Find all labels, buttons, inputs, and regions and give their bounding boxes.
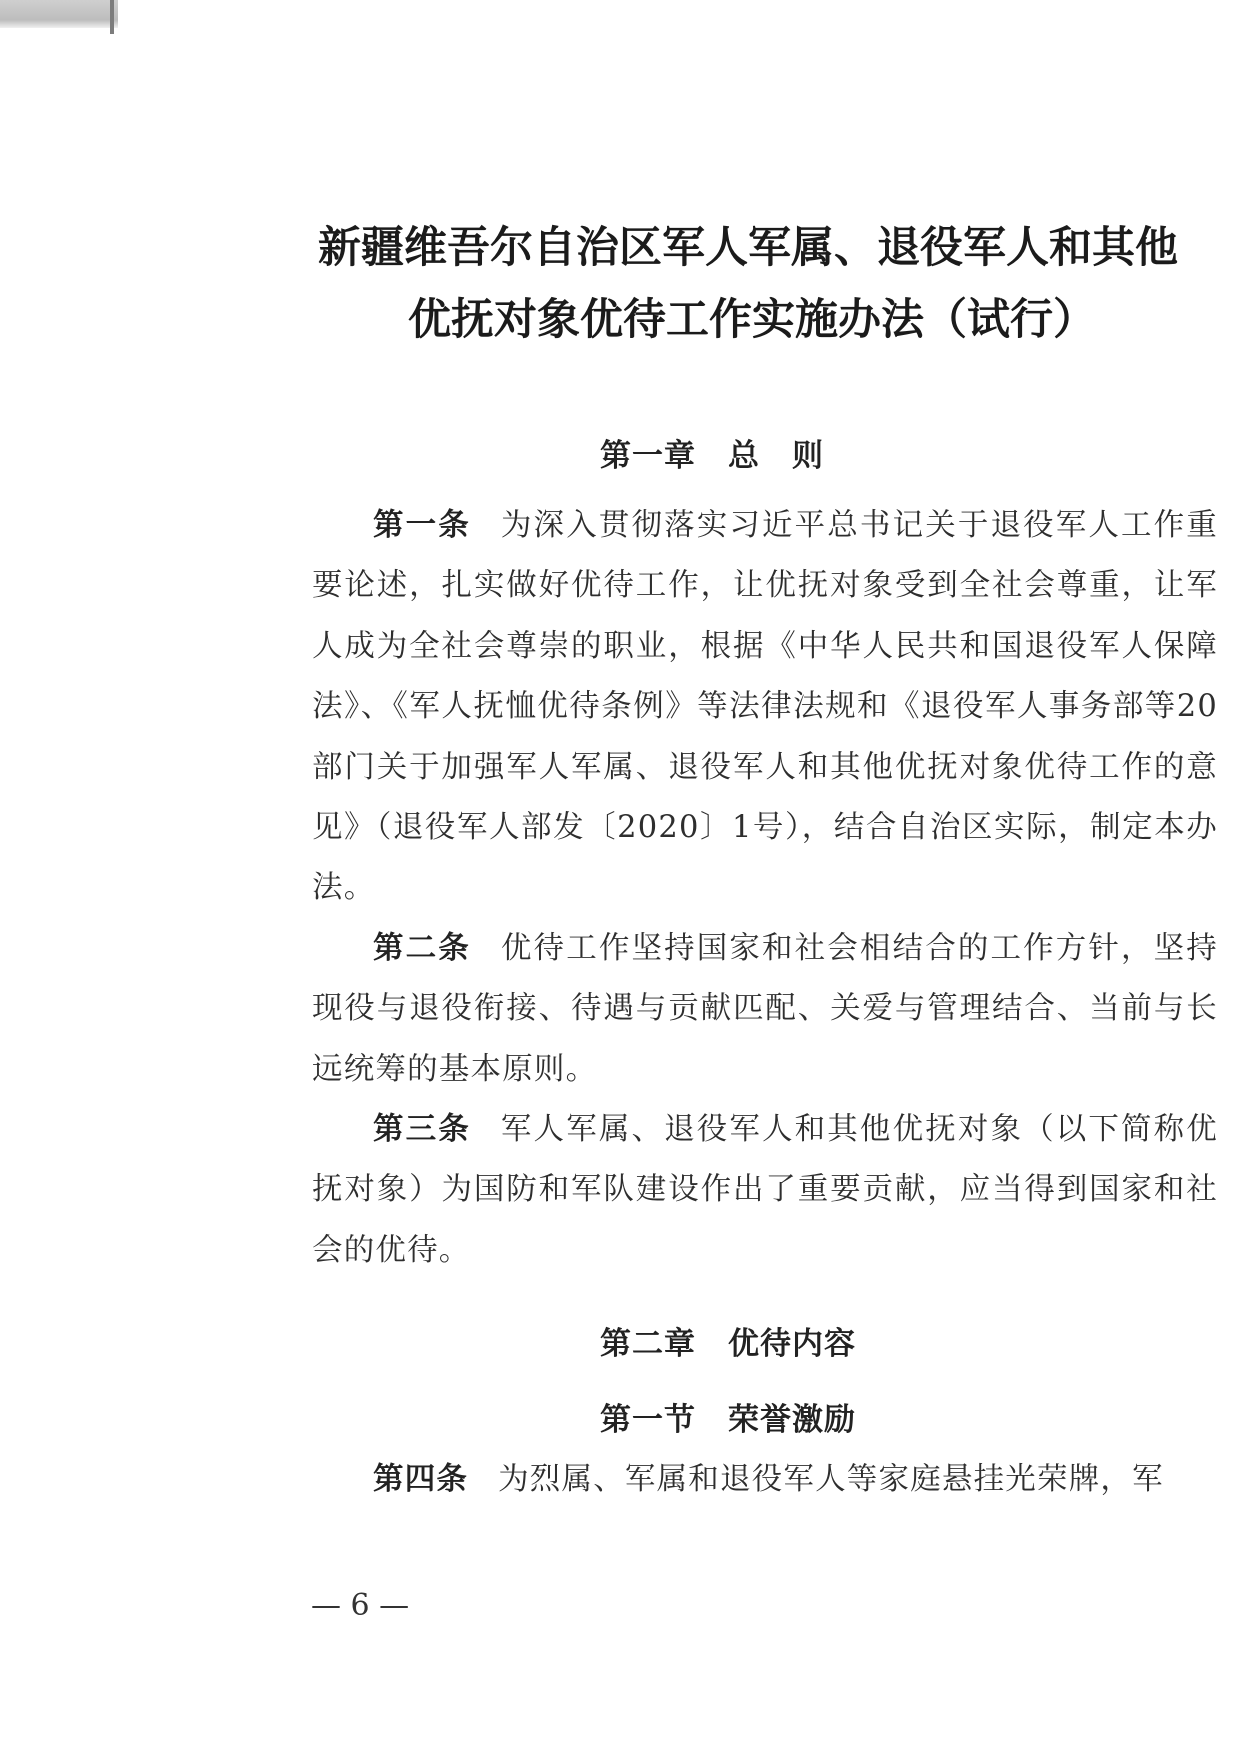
article-4-label: 第四条 — [373, 1462, 469, 1497]
article-4 — [312, 1450, 1218, 1510]
title-line-2: 优抚对象优待工作实施办法（试行） — [408, 295, 1096, 345]
scan-border-mark — [0, 0, 118, 28]
article-2-label: 第二条 — [373, 930, 471, 966]
article-1-label: 第一条 — [373, 508, 471, 543]
section-1-heading: 第一节 荣誉激励 — [600, 1402, 856, 1438]
chapter-1-heading: 第一章 总 则 — [600, 438, 824, 474]
article-2 — [312, 919, 1218, 1100]
article-3-label: 第三条 — [373, 1112, 471, 1148]
chapter-1-body — [312, 496, 1218, 1281]
article-2-text: 优待工作坚持国家和社会相结合的工作方针，坚持现役与退役衔接、待遇与贡献匹配、关爱与管理结合、当前与长远统筹的基本原则。 — [312, 930, 1218, 1087]
article-3-text: 军人军属、退役军人和其他优抚对象（以下简称优抚对象）为国防和军队建设作出了重要贡献，应当得到国家和社会的优待。 — [312, 1112, 1218, 1268]
article-1 — [312, 496, 1218, 919]
article-1-text: 为深入贯彻落实习近平总书记关于退役军人工作重要论述，扎实做好优待工作，让优抚对象受到全社会尊重，让军人成为全社会尊崇的职业，根据《中华人民共和国退役军人保障法》、《军人抚恤优待条例》等法律法规和《退役军人事务部等20部门关于加强军人军属、退役军人和其他优抚对象优待工作的意见》（退役军人部发〔2020〕1号），结合自治区实际，制定本办法。 — [312, 508, 1218, 906]
article-3 — [312, 1100, 1218, 1281]
chapter-2-heading: 第二章 优待内容 — [600, 1326, 856, 1362]
scan-border-edge — [110, 0, 114, 34]
title-line-1: 新疆维吾尔自治区军人军属、退役军人和其他 — [318, 223, 1178, 273]
article-4-text: 为烈属、军属和退役军人等家庭悬挂光荣牌，军 — [498, 1462, 1164, 1497]
page-number: — 6 — — [311, 1588, 410, 1623]
chapter-2-body — [312, 1450, 1218, 1510]
document-title — [318, 212, 1238, 356]
